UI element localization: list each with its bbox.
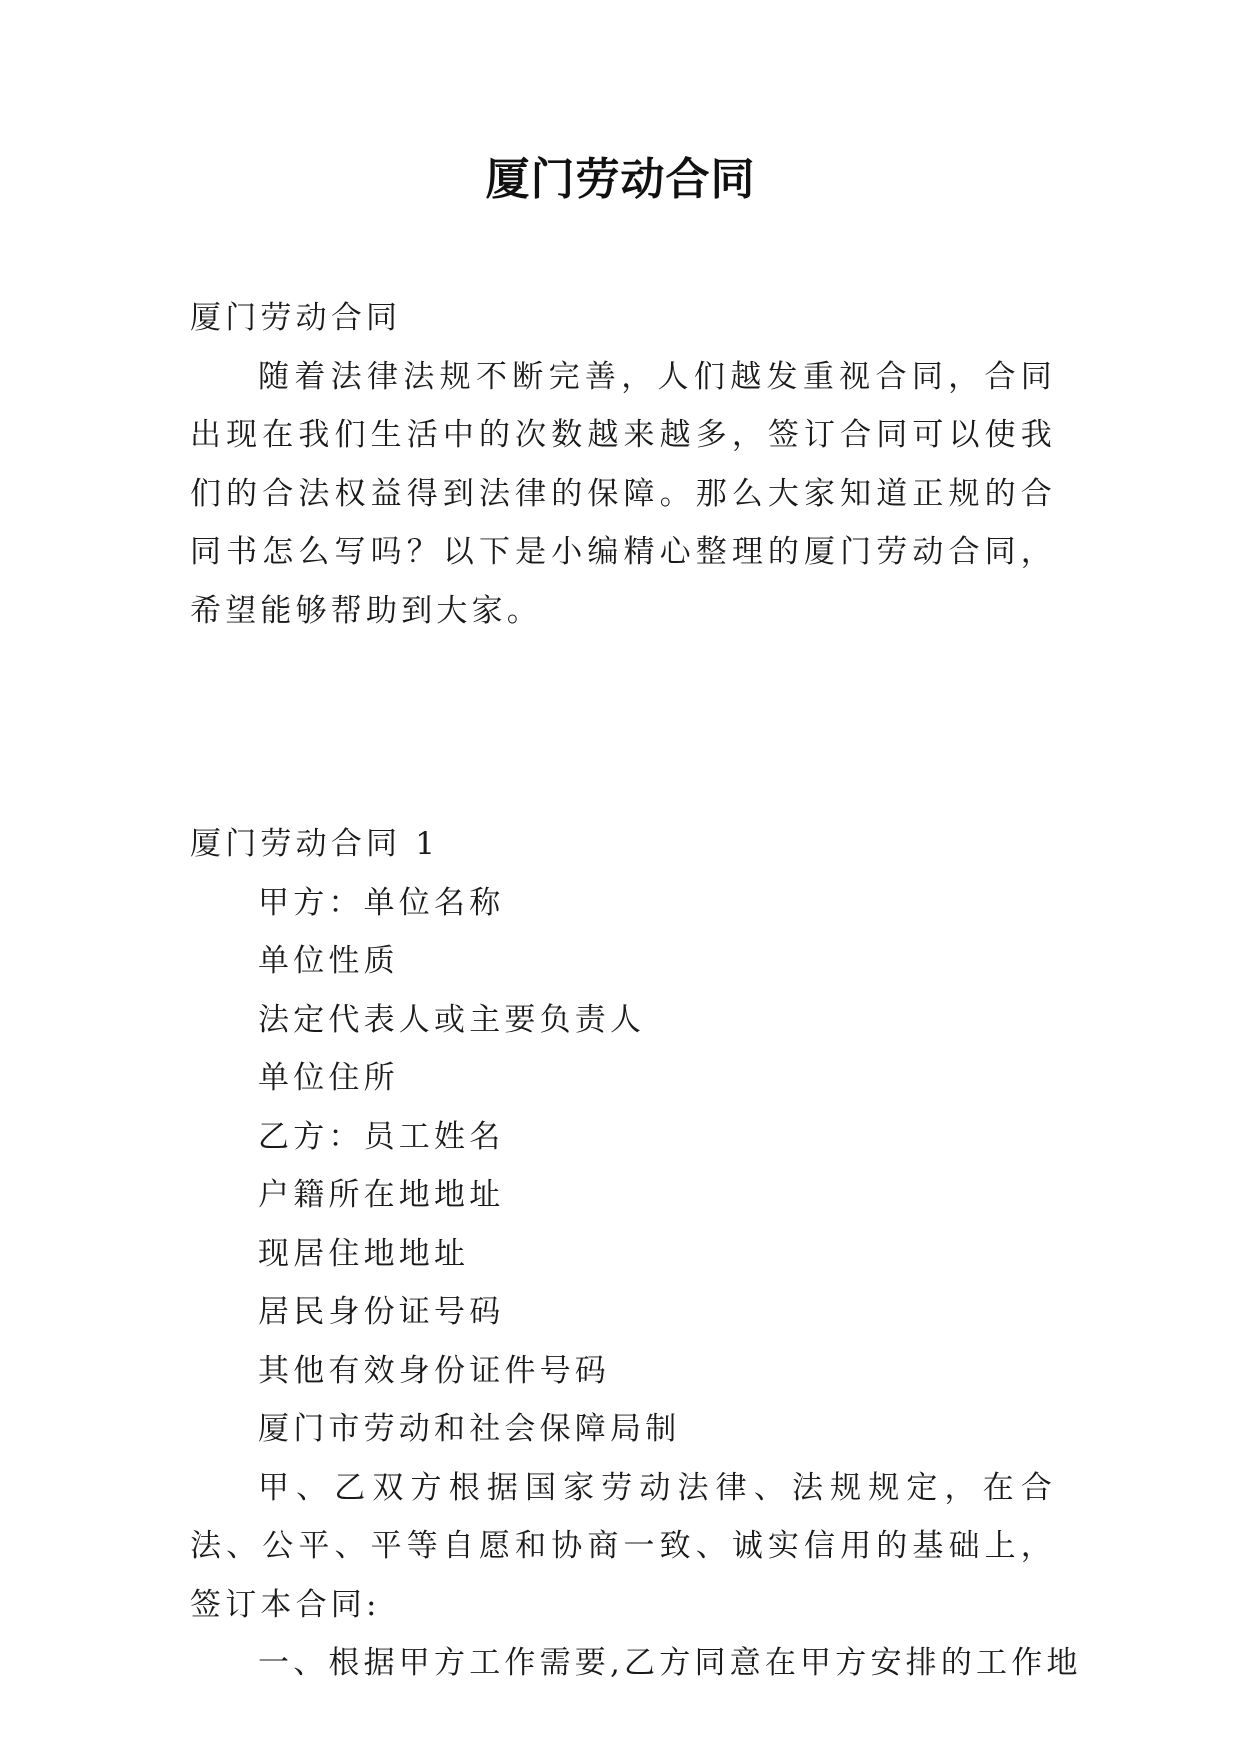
field-party-a-name: 甲方：单位名称: [258, 884, 505, 921]
document-subtitle: 厦门劳动合同: [190, 300, 402, 336]
field-legal-representative: 法定代表人或主要负责人: [258, 1001, 646, 1038]
parties-paragraph: 甲、乙双方根据国家劳动法律、法规规定，在合法、公平、平等自愿和协商一致、诚实信用的基础上，签订本合同:: [190, 1469, 1056, 1623]
document-title: 厦门劳动合同: [485, 154, 756, 205]
field-party-b-name: 乙方：员工姓名: [258, 1118, 505, 1155]
field-current-address: 现居住地地址: [258, 1235, 470, 1272]
field-household-address: 户籍所在地地址: [258, 1177, 505, 1213]
clause-1-paragraph: 一、根据甲方工作需要,乙方同意在甲方安排的工作地: [258, 1645, 1082, 1681]
intro-paragraph: 随着法律法规不断完善，人们越发重视合同，合同出现在我们生活中的次数越来越多，签订合同可以使我们的合法权益得到法律的保障。那么大家知道正规的合同书怎么写吗？以下是小编精心整理的厦门劳动合同，希望能够帮助到大家。: [190, 358, 1056, 629]
document-body: [190, 289, 1082, 1693]
section-spacer: [190, 640, 1056, 815]
field-unit-nature: 单位性质: [258, 943, 399, 979]
field-other-id-number: 其他有效身份证件号码: [258, 1352, 610, 1389]
field-id-number: 居民身份证号码: [258, 1294, 505, 1330]
field-unit-address: 单位住所: [258, 1060, 399, 1096]
section-heading: 厦门劳动合同 1: [190, 826, 440, 862]
field-issuer: 厦门市劳动和社会保障局制: [258, 1411, 681, 1447]
